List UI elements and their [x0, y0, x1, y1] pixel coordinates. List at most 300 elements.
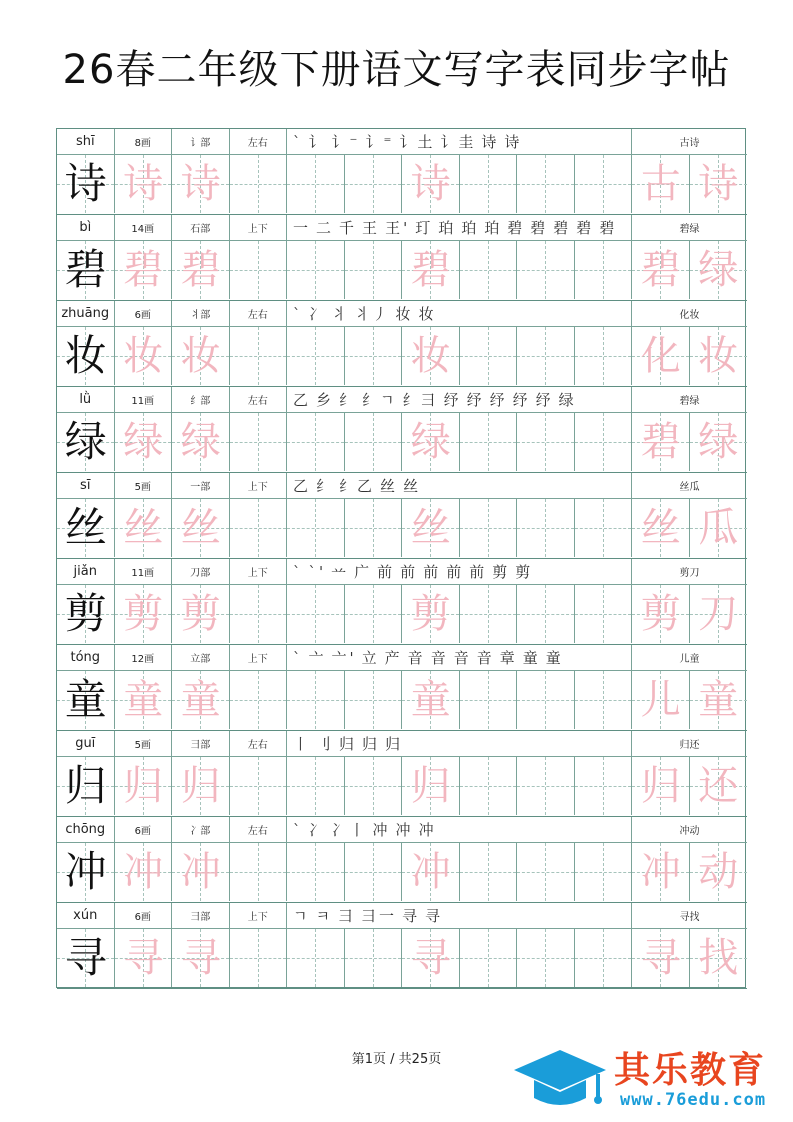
- grid-cell[interactable]: [575, 671, 633, 729]
- grid-cell[interactable]: [345, 327, 403, 385]
- grid-cell[interactable]: [57, 671, 115, 729]
- radical-label: 丬部: [172, 301, 230, 326]
- grid-cell[interactable]: [230, 671, 288, 729]
- grid-cell[interactable]: [345, 585, 403, 643]
- grid-cell[interactable]: [632, 499, 690, 557]
- trace-character: 冲: [180, 849, 221, 895]
- grid-cell[interactable]: [345, 499, 403, 557]
- trace-character: 剪: [640, 591, 681, 637]
- stroke-order: [287, 473, 632, 498]
- grid-cell[interactable]: [57, 929, 115, 987]
- trace-character: 丝: [640, 505, 681, 551]
- trace-character: 剪: [410, 591, 451, 637]
- stroke-step: 玎: [415, 219, 434, 237]
- trace-character: 化: [640, 333, 681, 379]
- grid-cell[interactable]: [345, 413, 403, 471]
- stroke-order: [287, 817, 632, 842]
- trace-character: 归: [180, 763, 221, 809]
- stroke-step: 碧: [507, 219, 526, 237]
- trace-character: 瓜: [698, 505, 739, 551]
- grid-cell[interactable]: [345, 843, 403, 901]
- stroke-step: 纾: [466, 391, 485, 409]
- grid-cell[interactable]: [172, 843, 230, 901]
- grid-cell[interactable]: [402, 757, 460, 815]
- grid-cell[interactable]: [57, 155, 115, 213]
- trace-character: 冲: [123, 849, 164, 895]
- grid-cell[interactable]: [57, 241, 115, 299]
- stroke-step: 碧: [530, 219, 549, 237]
- stroke-step: 童: [545, 649, 564, 667]
- grid-cell[interactable]: [690, 929, 748, 987]
- grid-cell[interactable]: [115, 585, 173, 643]
- trace-character: 绿: [410, 419, 451, 465]
- structure-label: 上下: [230, 903, 288, 928]
- grid-cell[interactable]: [402, 843, 460, 901]
- grid-cell[interactable]: [575, 843, 633, 901]
- structure-label: 上下: [230, 559, 288, 584]
- grid-cell[interactable]: [345, 757, 403, 815]
- grid-cell[interactable]: [517, 757, 575, 815]
- grid-cell[interactable]: [632, 671, 690, 729]
- trace-character: 找: [698, 935, 739, 981]
- grid-cell[interactable]: [575, 327, 633, 385]
- grid-cell[interactable]: [287, 327, 345, 385]
- structure-label: 左右: [230, 387, 288, 412]
- example-word: 儿童: [679, 654, 700, 665]
- stroke-step: 乙: [293, 391, 312, 409]
- grid-cell[interactable]: [230, 585, 288, 643]
- stroke-step: 纟ㄱ: [362, 391, 398, 409]
- stroke-step: 绿: [558, 391, 577, 409]
- stroke-step: 冲: [372, 821, 391, 839]
- grid-cell[interactable]: [230, 241, 288, 299]
- grid-cell[interactable]: [402, 671, 460, 729]
- pinyin-label: shī: [57, 129, 115, 154]
- pinyin-label: xún: [57, 903, 115, 928]
- stroke-order: [287, 129, 632, 154]
- grid-cell[interactable]: [575, 241, 633, 299]
- grid-cell[interactable]: [230, 929, 288, 987]
- grid-cell[interactable]: [690, 499, 748, 557]
- radical-label: 石部: [172, 215, 230, 240]
- brand-name: 其乐教育: [614, 1050, 767, 1091]
- grid-cell[interactable]: [230, 757, 288, 815]
- grid-cell[interactable]: [287, 671, 345, 729]
- grid-cell[interactable]: [632, 757, 690, 815]
- trace-character: 冲: [640, 849, 681, 895]
- pinyin-label: jiǎn: [57, 559, 115, 584]
- grid-cell[interactable]: [287, 929, 345, 987]
- practice-row: [57, 241, 747, 301]
- radical-label: 彐部: [172, 903, 230, 928]
- trace-character: 丝: [180, 505, 221, 551]
- grid-cell[interactable]: [172, 155, 230, 213]
- stroke-step: 王: [362, 219, 381, 237]
- trace-character: 寻: [180, 935, 221, 981]
- grid-cell[interactable]: [517, 843, 575, 901]
- practice-row: [57, 327, 747, 387]
- stroke-step: 讠: [308, 133, 327, 151]
- stroke-step: 前: [469, 563, 488, 581]
- grid-cell[interactable]: [460, 671, 518, 729]
- model-character: 童: [64, 675, 107, 724]
- stroke-step: ˋ: [293, 562, 304, 581]
- grid-cell[interactable]: [287, 843, 345, 901]
- model-character: 剪: [64, 589, 107, 638]
- grid-cell[interactable]: [172, 413, 230, 471]
- trace-character: 丝: [410, 505, 451, 551]
- radical-label: 冫部: [172, 817, 230, 842]
- grid-cell[interactable]: [57, 499, 115, 557]
- stroke-step: 讠土: [399, 133, 436, 151]
- stroke-step: 丨: [293, 735, 312, 753]
- grid-cell[interactable]: [575, 585, 633, 643]
- trace-character: 童: [698, 677, 739, 723]
- grid-cell[interactable]: [115, 843, 173, 901]
- pinyin-label: guī: [57, 731, 115, 756]
- grid-cell[interactable]: [57, 757, 115, 815]
- grid-cell[interactable]: [402, 585, 460, 643]
- stroke-step: 妆: [395, 305, 414, 323]
- stroke-order: [287, 215, 632, 240]
- practice-row: [57, 155, 747, 215]
- stroke-step: 丝: [403, 477, 422, 495]
- example-word: 碧绿: [679, 396, 700, 407]
- stroke-step: 讠圭: [440, 133, 477, 151]
- grid-cell[interactable]: [287, 499, 345, 557]
- grid-cell[interactable]: [460, 757, 518, 815]
- grid-cell[interactable]: [172, 327, 230, 385]
- grid-cell[interactable]: [57, 585, 115, 643]
- example-word: 冲动: [679, 826, 700, 837]
- trace-character: 剪: [123, 591, 164, 637]
- grid-cell[interactable]: [632, 843, 690, 901]
- stroke-step: 冫: [308, 305, 327, 323]
- grid-cell[interactable]: [460, 499, 518, 557]
- trace-character: 刀: [698, 591, 739, 637]
- stroke-count-label: 6画: [115, 903, 173, 928]
- stroke-step: 亠: [308, 649, 327, 667]
- info-row: [57, 903, 747, 929]
- stroke-step: 剪: [492, 563, 511, 581]
- example-word: 归还: [679, 740, 700, 751]
- grid-cell[interactable]: [517, 499, 575, 557]
- grid-cell[interactable]: [345, 671, 403, 729]
- model-character: 冲: [64, 847, 107, 896]
- stroke-step: 纾: [443, 391, 462, 409]
- stroke-step: 音: [476, 649, 495, 667]
- grid-cell[interactable]: [690, 585, 748, 643]
- grid-cell[interactable]: [517, 327, 575, 385]
- grid-cell[interactable]: [460, 929, 518, 987]
- trace-character: 碧: [410, 247, 451, 293]
- pinyin-label: chōng: [57, 817, 115, 842]
- grid-cell[interactable]: [57, 327, 115, 385]
- brand-url: www.76edu.com: [620, 1090, 767, 1110]
- grid-cell[interactable]: [172, 757, 230, 815]
- grid-cell[interactable]: [230, 499, 288, 557]
- practice-row: [57, 757, 747, 817]
- stroke-step: ˋ: [293, 304, 304, 323]
- stroke-step: 前: [423, 563, 442, 581]
- stroke-step: 亠': [331, 649, 357, 667]
- stroke-step: 冲: [418, 821, 437, 839]
- stroke-count-label: 5画: [115, 473, 173, 498]
- stroke-step: 寻: [402, 907, 421, 925]
- model-character: 妆: [64, 331, 107, 380]
- stroke-count-label: 5画: [115, 731, 173, 756]
- grid-cell[interactable]: [287, 413, 345, 471]
- trace-character: 冲: [410, 849, 451, 895]
- structure-label: 左右: [230, 731, 288, 756]
- grid-cell[interactable]: [345, 155, 403, 213]
- trace-character: 妆: [410, 333, 451, 379]
- grid-cell[interactable]: [172, 499, 230, 557]
- page-title: 26春二年级下册语文写字表同步字帖: [62, 47, 731, 93]
- page-indicator: 第1页 / 共25页: [351, 1052, 442, 1067]
- grid-cell[interactable]: [460, 843, 518, 901]
- stroke-step: ˋ: [293, 648, 304, 667]
- grid-cell[interactable]: [632, 155, 690, 213]
- model-character: 丝: [64, 503, 107, 552]
- stroke-count-label: 12画: [115, 645, 173, 670]
- stroke-step: 归: [362, 735, 381, 753]
- radical-label: 彐部: [172, 731, 230, 756]
- grid-cell[interactable]: [172, 241, 230, 299]
- info-row: [57, 731, 747, 757]
- practice-row: [57, 499, 747, 559]
- grid-cell[interactable]: [460, 585, 518, 643]
- pinyin-label: tóng: [57, 645, 115, 670]
- stroke-step: 前: [377, 563, 396, 581]
- stroke-step: 二: [316, 219, 335, 237]
- stroke-step: ˋ: [293, 820, 304, 839]
- radical-label: 纟部: [172, 387, 230, 412]
- stroke-count-label: 6画: [115, 301, 173, 326]
- practice-row: [57, 843, 747, 903]
- grid-cell[interactable]: [230, 413, 288, 471]
- stroke-step: ˋ': [308, 562, 327, 581]
- grid-cell[interactable]: [402, 499, 460, 557]
- structure-label: 左右: [230, 817, 288, 842]
- trace-character: 古: [640, 161, 681, 207]
- grid-cell[interactable]: [172, 929, 230, 987]
- trace-character: 绿: [698, 247, 739, 293]
- trace-character: 碧: [123, 247, 164, 293]
- example-word: 剪刀: [679, 568, 700, 579]
- stroke-step: 彐: [338, 907, 357, 925]
- grid-cell[interactable]: [172, 585, 230, 643]
- grid-cell[interactable]: [345, 929, 403, 987]
- practice-row: [57, 929, 747, 989]
- trace-character: 诗: [180, 161, 221, 207]
- stroke-order: [287, 387, 632, 412]
- trace-character: 儿: [640, 677, 681, 723]
- stroke-step: 归: [385, 735, 404, 753]
- grid-cell[interactable]: [517, 413, 575, 471]
- grid-cell[interactable]: [690, 671, 748, 729]
- grid-cell[interactable]: [690, 241, 748, 299]
- trace-character: 绿: [698, 419, 739, 465]
- grid-cell[interactable]: [690, 757, 748, 815]
- stroke-step: 冫: [308, 821, 327, 839]
- stroke-step: 一: [293, 219, 312, 237]
- stroke-count-label: 11画: [115, 559, 173, 584]
- grid-cell[interactable]: [115, 327, 173, 385]
- stroke-count-label: 8画: [115, 129, 173, 154]
- trace-character: 碧: [180, 247, 221, 293]
- grid-cell[interactable]: [632, 327, 690, 385]
- stroke-step: 妆: [418, 305, 437, 323]
- stroke-order: [287, 731, 632, 756]
- stroke-step: 纾: [489, 391, 508, 409]
- grid-cell[interactable]: [115, 671, 173, 729]
- pinyin-label: sī: [57, 473, 115, 498]
- info-row: [57, 387, 747, 413]
- example-word: 古诗: [679, 138, 700, 149]
- stroke-step: 章: [499, 649, 518, 667]
- grid-cell[interactable]: [287, 757, 345, 815]
- grid-cell[interactable]: [460, 241, 518, 299]
- grid-cell[interactable]: [230, 155, 288, 213]
- structure-label: 上下: [230, 645, 288, 670]
- radical-label: 讠部: [172, 129, 230, 154]
- stroke-step: 千: [339, 219, 358, 237]
- info-row: [57, 645, 747, 671]
- trace-character: 丝: [123, 505, 164, 551]
- grid-cell[interactable]: [575, 757, 633, 815]
- grid-cell[interactable]: [402, 327, 460, 385]
- grid-cell[interactable]: [632, 585, 690, 643]
- model-character: 归: [64, 761, 107, 810]
- stroke-step: 碧: [553, 219, 572, 237]
- stroke-step: 归: [339, 735, 358, 753]
- stroke-step: 冫丨: [331, 821, 368, 839]
- grid-cell[interactable]: [115, 241, 173, 299]
- grid-cell[interactable]: [460, 413, 518, 471]
- info-row: [57, 559, 747, 585]
- grid-cell[interactable]: [575, 929, 633, 987]
- grid-cell[interactable]: [57, 413, 115, 471]
- graduation-cap-icon: [510, 1040, 610, 1116]
- stroke-step: 诗: [481, 133, 500, 151]
- grid-cell[interactable]: [575, 413, 633, 471]
- grid-cell[interactable]: [115, 155, 173, 213]
- model-character: 寻: [64, 933, 107, 982]
- grid-cell[interactable]: [115, 757, 173, 815]
- structure-label: 上下: [230, 215, 288, 240]
- grid-cell[interactable]: [287, 241, 345, 299]
- stroke-step: 诗: [504, 133, 523, 151]
- stroke-step: 讠⁼: [365, 133, 395, 151]
- grid-cell[interactable]: [517, 241, 575, 299]
- grid-cell[interactable]: [115, 499, 173, 557]
- trace-character: 妆: [123, 333, 164, 379]
- trace-character: 归: [640, 763, 681, 809]
- grid-cell[interactable]: [402, 413, 460, 471]
- stroke-step: 乙: [293, 477, 312, 495]
- stroke-step: 珀: [438, 219, 457, 237]
- grid-cell[interactable]: [345, 241, 403, 299]
- grid-cell[interactable]: [172, 671, 230, 729]
- grid-cell[interactable]: [57, 843, 115, 901]
- stroke-step: 碧: [599, 219, 618, 237]
- grid-cell[interactable]: [517, 929, 575, 987]
- grid-cell[interactable]: [575, 155, 633, 213]
- stroke-step: 碧: [576, 219, 595, 237]
- trace-character: 归: [410, 763, 451, 809]
- grid-cell[interactable]: [632, 929, 690, 987]
- trace-character: 寻: [123, 935, 164, 981]
- grid-cell[interactable]: [115, 929, 173, 987]
- stroke-step: 珀: [484, 219, 503, 237]
- grid-cell[interactable]: [690, 413, 748, 471]
- stroke-step: 纾: [535, 391, 554, 409]
- stroke-step: 讠⁻: [331, 133, 361, 151]
- trace-character: 妆: [698, 333, 739, 379]
- radical-label: 立部: [172, 645, 230, 670]
- pinyin-label: lǜ: [57, 387, 115, 412]
- trace-character: 绿: [180, 419, 221, 465]
- stroke-step: 珀: [461, 219, 480, 237]
- practice-row: [57, 585, 747, 645]
- stroke-step: 冲: [395, 821, 414, 839]
- stroke-step: 丬: [331, 305, 350, 323]
- stroke-step: 䒑: [331, 563, 350, 581]
- grid-cell[interactable]: [287, 155, 345, 213]
- grid-cell[interactable]: [402, 929, 460, 987]
- structure-label: 上下: [230, 473, 288, 498]
- grid-cell[interactable]: [517, 671, 575, 729]
- grid-cell[interactable]: [517, 585, 575, 643]
- grid-cell[interactable]: [632, 241, 690, 299]
- trace-character: 寻: [640, 935, 681, 981]
- grid-cell[interactable]: [230, 843, 288, 901]
- grid-cell[interactable]: [287, 585, 345, 643]
- pinyin-label: bì: [57, 215, 115, 240]
- stroke-step: 刂: [316, 735, 335, 753]
- info-row: [57, 817, 747, 843]
- trace-character: 童: [123, 677, 164, 723]
- grid-cell[interactable]: [632, 413, 690, 471]
- grid-cell[interactable]: [690, 327, 748, 385]
- grid-cell[interactable]: [460, 327, 518, 385]
- stroke-count-label: 6画: [115, 817, 173, 842]
- stroke-step: 剪: [515, 563, 534, 581]
- trace-character: 童: [410, 677, 451, 723]
- grid-cell[interactable]: [460, 155, 518, 213]
- grid-cell[interactable]: [690, 155, 748, 213]
- stroke-step: 音: [453, 649, 472, 667]
- grid-cell[interactable]: [690, 843, 748, 901]
- trace-character: 寻: [410, 935, 451, 981]
- grid-cell[interactable]: [402, 241, 460, 299]
- trace-character: 妆: [180, 333, 221, 379]
- trace-character: 碧: [640, 419, 681, 465]
- model-character: 诗: [64, 159, 107, 208]
- stroke-step: 纟⺕: [402, 391, 439, 409]
- stroke-step: 音: [407, 649, 426, 667]
- grid-cell[interactable]: [115, 413, 173, 471]
- stroke-step: ㄱ: [293, 907, 311, 925]
- grid-cell[interactable]: [402, 155, 460, 213]
- grid-cell[interactable]: [230, 327, 288, 385]
- structure-label: 左右: [230, 129, 288, 154]
- grid-cell[interactable]: [517, 155, 575, 213]
- stroke-step: 丬丿: [354, 305, 391, 323]
- example-word: 丝瓜: [679, 482, 700, 493]
- grid-cell[interactable]: [575, 499, 633, 557]
